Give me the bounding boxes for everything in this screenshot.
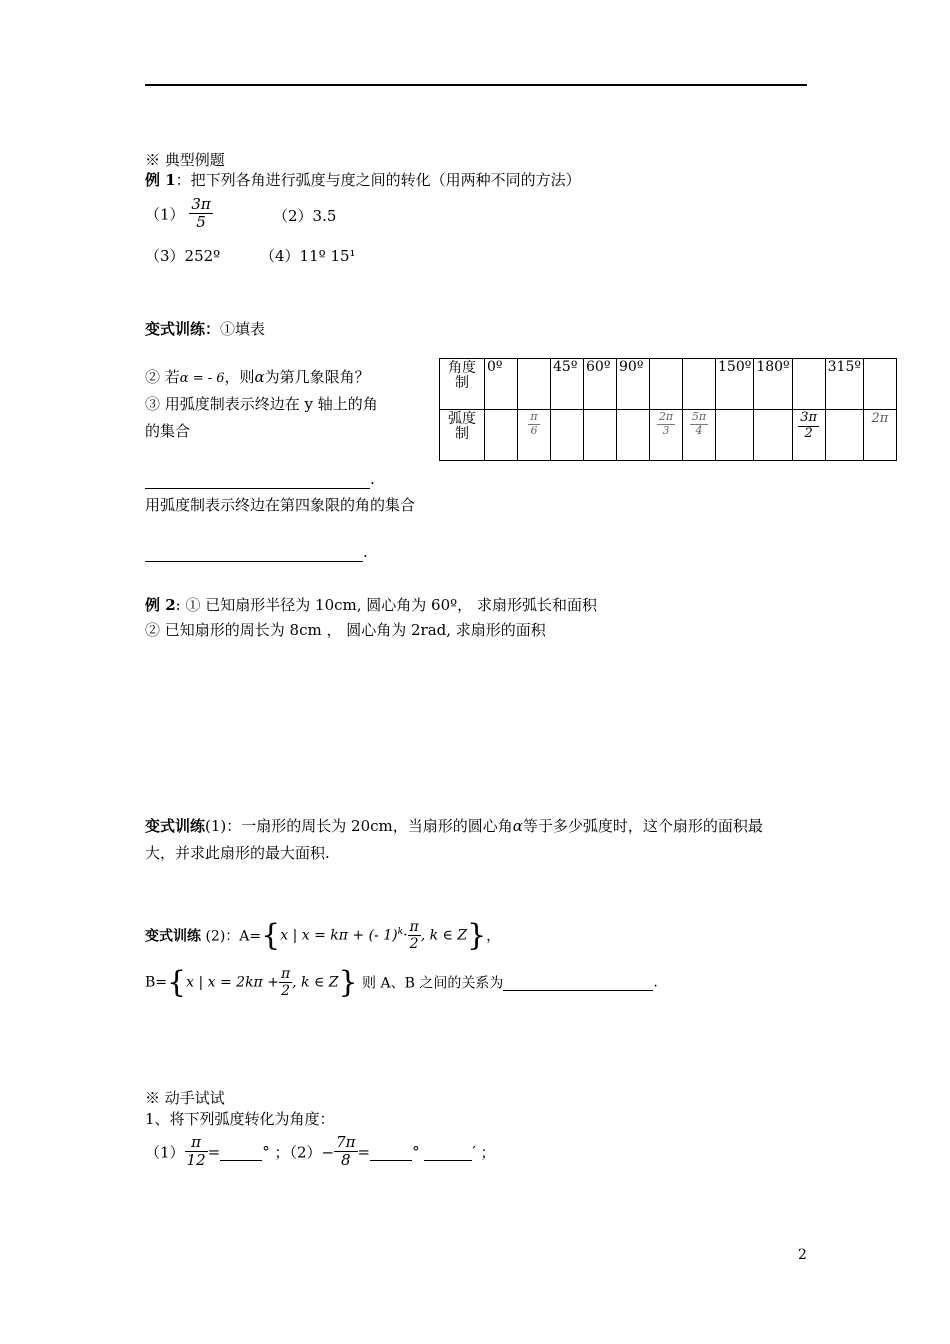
table-cell (683, 359, 716, 410)
q2-prefix: ② 若 (145, 368, 180, 386)
set-b-fraction (279, 966, 292, 999)
numerator: π (409, 918, 419, 935)
example-1-text: ：把下列各角进行弧度与度之间的转化（用两种不同的方法） (175, 171, 581, 189)
section-heading-examples: ※ 典型例题 (145, 151, 225, 169)
relation-question: 则 A、B 之间的关系为 (357, 975, 504, 992)
table-cell (792, 359, 825, 410)
item-2: （2）3.5 (273, 207, 337, 225)
variant-2-line1 (145, 815, 763, 836)
set-b-prefix: B= (145, 974, 168, 991)
header-rule (145, 84, 807, 86)
minute-sign: ′ (472, 1142, 476, 1161)
question-fourth-quadrant: 用弧度制表示终边在第四象限的角的集合 (145, 496, 416, 514)
item-1-fraction (189, 196, 212, 232)
numerator: π (530, 410, 538, 423)
answer-blank (370, 1142, 412, 1161)
variant-3-label: 变式训练 (145, 928, 201, 945)
denominator: 2 (798, 426, 819, 442)
set-b-expression: x | x = 2kπ + (186, 974, 279, 991)
example-1 (145, 169, 581, 190)
radian-fraction (657, 411, 675, 437)
table-cell (584, 410, 617, 461)
table-cell (617, 410, 650, 461)
answer-blank (145, 470, 370, 489)
question-alpha-quadrant (145, 366, 370, 387)
fraction-7pi-8 (334, 1134, 357, 1170)
fraction-pi-12 (185, 1134, 208, 1170)
period: . (653, 974, 658, 991)
dot: · (403, 927, 408, 944)
question-y-axis-line2: 的集合 (145, 422, 191, 440)
table-cell (518, 410, 551, 461)
item-3: （3）252º (145, 247, 221, 265)
table-cell: 0º (485, 359, 518, 410)
denominator: 4 (690, 424, 708, 438)
numerator: π (191, 1133, 202, 1151)
table-cell: 2π (863, 410, 896, 461)
item-4: （4）11º 15¹ (260, 247, 356, 265)
table-cell (863, 359, 896, 410)
answer-blank (145, 543, 363, 562)
set-a-prefix: (2)：A= (201, 928, 262, 945)
table-cell: 45º (551, 359, 584, 410)
practice-question-1: 1、将下列弧度转化为角度： (145, 1110, 335, 1128)
set-b-definition (145, 965, 658, 1000)
comma: ， (486, 928, 501, 945)
answer-blank (220, 1142, 262, 1161)
table-cell: 180º (754, 359, 792, 410)
answer-line-y-axis (145, 470, 375, 489)
radian-fraction (690, 411, 708, 437)
item-1 (145, 196, 213, 232)
denominator: 2 (408, 935, 421, 952)
example-2-label: 例 2 (145, 596, 176, 614)
q2-suffix: 为第几象限角？ (264, 368, 370, 386)
set-b-tail: , k ∈ Z (292, 974, 339, 991)
answer-line-fourth-quadrant (145, 543, 368, 562)
table-cell (716, 410, 754, 461)
row-header-radian: 弧度制 (440, 410, 485, 461)
variant-1-text: ①填表 (220, 320, 266, 338)
radian-fraction (528, 411, 539, 437)
set-a-definition (145, 918, 500, 953)
table-cell (792, 410, 825, 461)
numerator: 7π (336, 1133, 356, 1151)
radian-row (440, 410, 897, 461)
variant-2-label: 变式训练 (145, 817, 206, 835)
period: . (370, 470, 375, 488)
table-cell (650, 410, 683, 461)
table-cell (551, 410, 584, 461)
variant-2-text-a: (1)：一扇形的周长为 20cm，当扇形的圆心角 (205, 817, 513, 835)
conversion-table (439, 358, 897, 461)
degree-sign: ° (262, 1142, 270, 1161)
numerator: 3π (800, 410, 818, 425)
end-semicolon: ； (475, 1143, 496, 1162)
table-cell: 150º (716, 359, 754, 410)
table-cell (754, 410, 792, 461)
table-cell: 90º (617, 359, 650, 410)
degree-sign: ° (412, 1142, 420, 1161)
table-cell (683, 410, 716, 461)
example-2-line2: ② 已知扇形的周长为 8cm ， 圆心角为 2rad, 求扇形的面积 (145, 621, 546, 639)
table-cell (485, 410, 518, 461)
left-brace: { (261, 918, 281, 953)
table-cell: 315º (825, 359, 863, 410)
variant-1-heading (145, 318, 265, 339)
exponent: k (397, 926, 404, 937)
numerator: 2π (658, 410, 674, 423)
row-header-degree: 角度制 (440, 359, 485, 410)
separator: ；（2）− (269, 1143, 335, 1162)
right-brace: } (467, 918, 487, 953)
right-brace: } (338, 965, 358, 1000)
variant-2-line2: 大，并求此扇形的最大面积. (145, 844, 330, 862)
q2-alpha: α (254, 368, 265, 386)
denominator: 3 (657, 424, 675, 438)
item-1-denominator: 5 (189, 213, 212, 231)
table-cell (650, 359, 683, 410)
q2-math: α = - 6 (179, 371, 225, 386)
answer-blank (424, 1142, 472, 1161)
item-1-numerator: 3π (191, 195, 211, 213)
variant-2-alpha: α (512, 817, 523, 835)
denominator: 8 (334, 1151, 357, 1169)
denominator: 2 (279, 982, 292, 999)
numerator: π (280, 965, 291, 982)
q2-mid: ，则 (224, 368, 255, 386)
variant-2-text-b: 等于多少弧度时，这个扇形的面积最 (522, 817, 763, 835)
equals: = (207, 1142, 221, 1161)
practice-items (145, 1134, 496, 1170)
item-label: （1） (145, 1143, 185, 1162)
example-2-text: : ① 已知扇形半径为 10cm, 圆心角为 60º， 求扇形弧长和面积 (175, 596, 597, 614)
table-cell: 60º (584, 359, 617, 410)
example-1-label: 例 1 (145, 171, 176, 189)
answer-blank (503, 974, 653, 991)
degree-row (440, 359, 897, 410)
numerator: 5π (691, 410, 707, 423)
equals: = (357, 1142, 371, 1161)
table-cell (518, 359, 551, 410)
example-2-line1 (145, 594, 597, 615)
period: . (363, 543, 368, 561)
set-a-fraction (408, 919, 421, 952)
variant-1-label: 变式训练： (145, 320, 221, 338)
set-a-tail: , k ∈ Z (420, 927, 468, 944)
denominator: 6 (528, 424, 539, 438)
item-1-label: （1） (145, 205, 185, 224)
denominator: 12 (186, 1151, 206, 1170)
left-brace: { (167, 965, 187, 1000)
table-cell (825, 410, 863, 461)
set-a-expression: x | x = kπ + (- 1) (280, 927, 398, 944)
radian-fraction (798, 411, 819, 442)
question-y-axis-line1: ③ 用弧度制表示终边在 y 轴上的角 (145, 395, 378, 413)
page-number: 2 (798, 1247, 807, 1263)
section-heading-practice: ※ 动手试试 (145, 1089, 225, 1107)
